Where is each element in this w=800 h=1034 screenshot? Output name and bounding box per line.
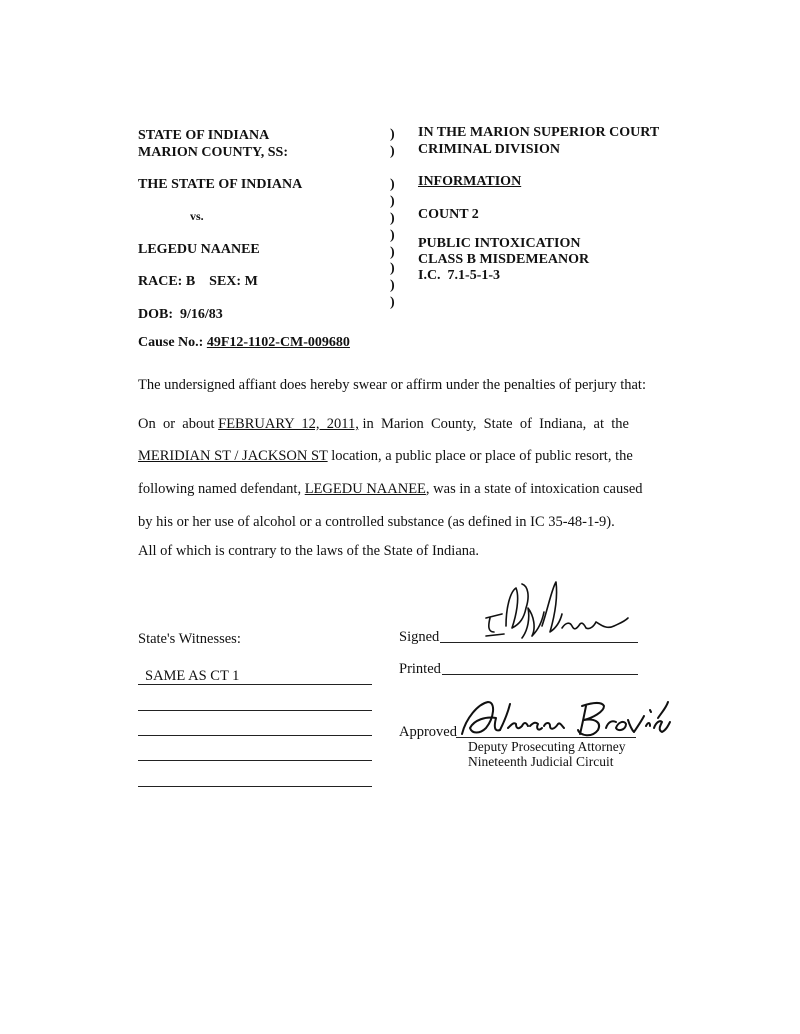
witness-entry-1: SAME AS CT 1 [145,668,240,684]
cause-number-line [138,334,350,351]
race-sex-caption: RACE: B SEX: M [138,274,258,289]
approved-signature [452,688,676,744]
count-heading: COUNT 2 [418,207,479,222]
witness-line-3 [138,735,372,736]
county-caption: MARION COUNTY, SS: [138,145,289,160]
state-of-intox-text: , was in a state of intoxication caused [425,481,643,497]
witness-line-4 [138,760,372,761]
charge-heading: PUBLIC INTOXICATION [418,236,581,251]
cause-number: 49F12-1102-CM-009680 [206,335,350,350]
witness-line-1 [138,684,372,685]
state-caption: STATE OF INDIANA [138,128,270,143]
dob-caption: DOB: 9/16/83 [138,307,223,322]
affidavit-intro: The undersigned affiant does hereby swear or affirm under the penalties of perjury that: [138,377,646,393]
witnesses-label: State's Witnesses: [138,631,241,647]
affidavit-line-4: by his or her use of alcohol or a controlled substance (as defined in IC 35-48-1-9). [138,514,615,530]
affidavit-line-2 [138,447,633,465]
defendant-caption: LEGEDU NAANEE [138,242,260,257]
witness-line-5 [138,786,372,787]
witness-line-2 [138,710,372,711]
printed-label: Printed [399,661,441,677]
division-caption: CRIMINAL DIVISION [418,142,560,157]
caption-parentheses: ) ) ) ) ) ) ) ) ) ) [390,127,395,310]
court-caption: IN THE MARION SUPERIOR COURT [418,125,660,140]
on-about-text: On or about [138,416,215,432]
statute-heading: I.C. 7.1-5-1-3 [418,268,501,283]
signed-label: Signed [399,629,440,645]
location-rest-text: location, a public place or place of public resort, the [331,448,633,464]
affidavit-line-1 [138,415,644,433]
class-heading: CLASS B MISDEMEANOR [418,252,590,267]
signer-title: Deputy Prosecuting Attorney [468,739,626,754]
following-text: following named defendant, [138,481,302,497]
defendant-name: LEGEDU NAANEE [304,481,426,497]
signed-signature [476,578,636,650]
approved-label: Approved [399,724,457,740]
signer-circuit: Nineteenth Judicial Circuit [468,754,614,769]
offense-date: FEBRUARY 12, 2011, [218,416,359,432]
affidavit-line-3 [138,480,643,498]
information-heading: INFORMATION [418,174,522,189]
offense-location: MERIDIAN ST / JACKSON ST [138,448,328,464]
in-marion-text: in Marion County, State of Indiana, at the [362,416,629,432]
plaintiff-caption: THE STATE OF INDIANA [138,177,303,192]
affidavit-contrary: All of which is contrary to the laws of the State of Indiana. [138,543,480,559]
versus-caption: vs. [190,209,204,223]
printed-line [442,674,638,675]
cause-label: Cause No.: [138,335,204,350]
